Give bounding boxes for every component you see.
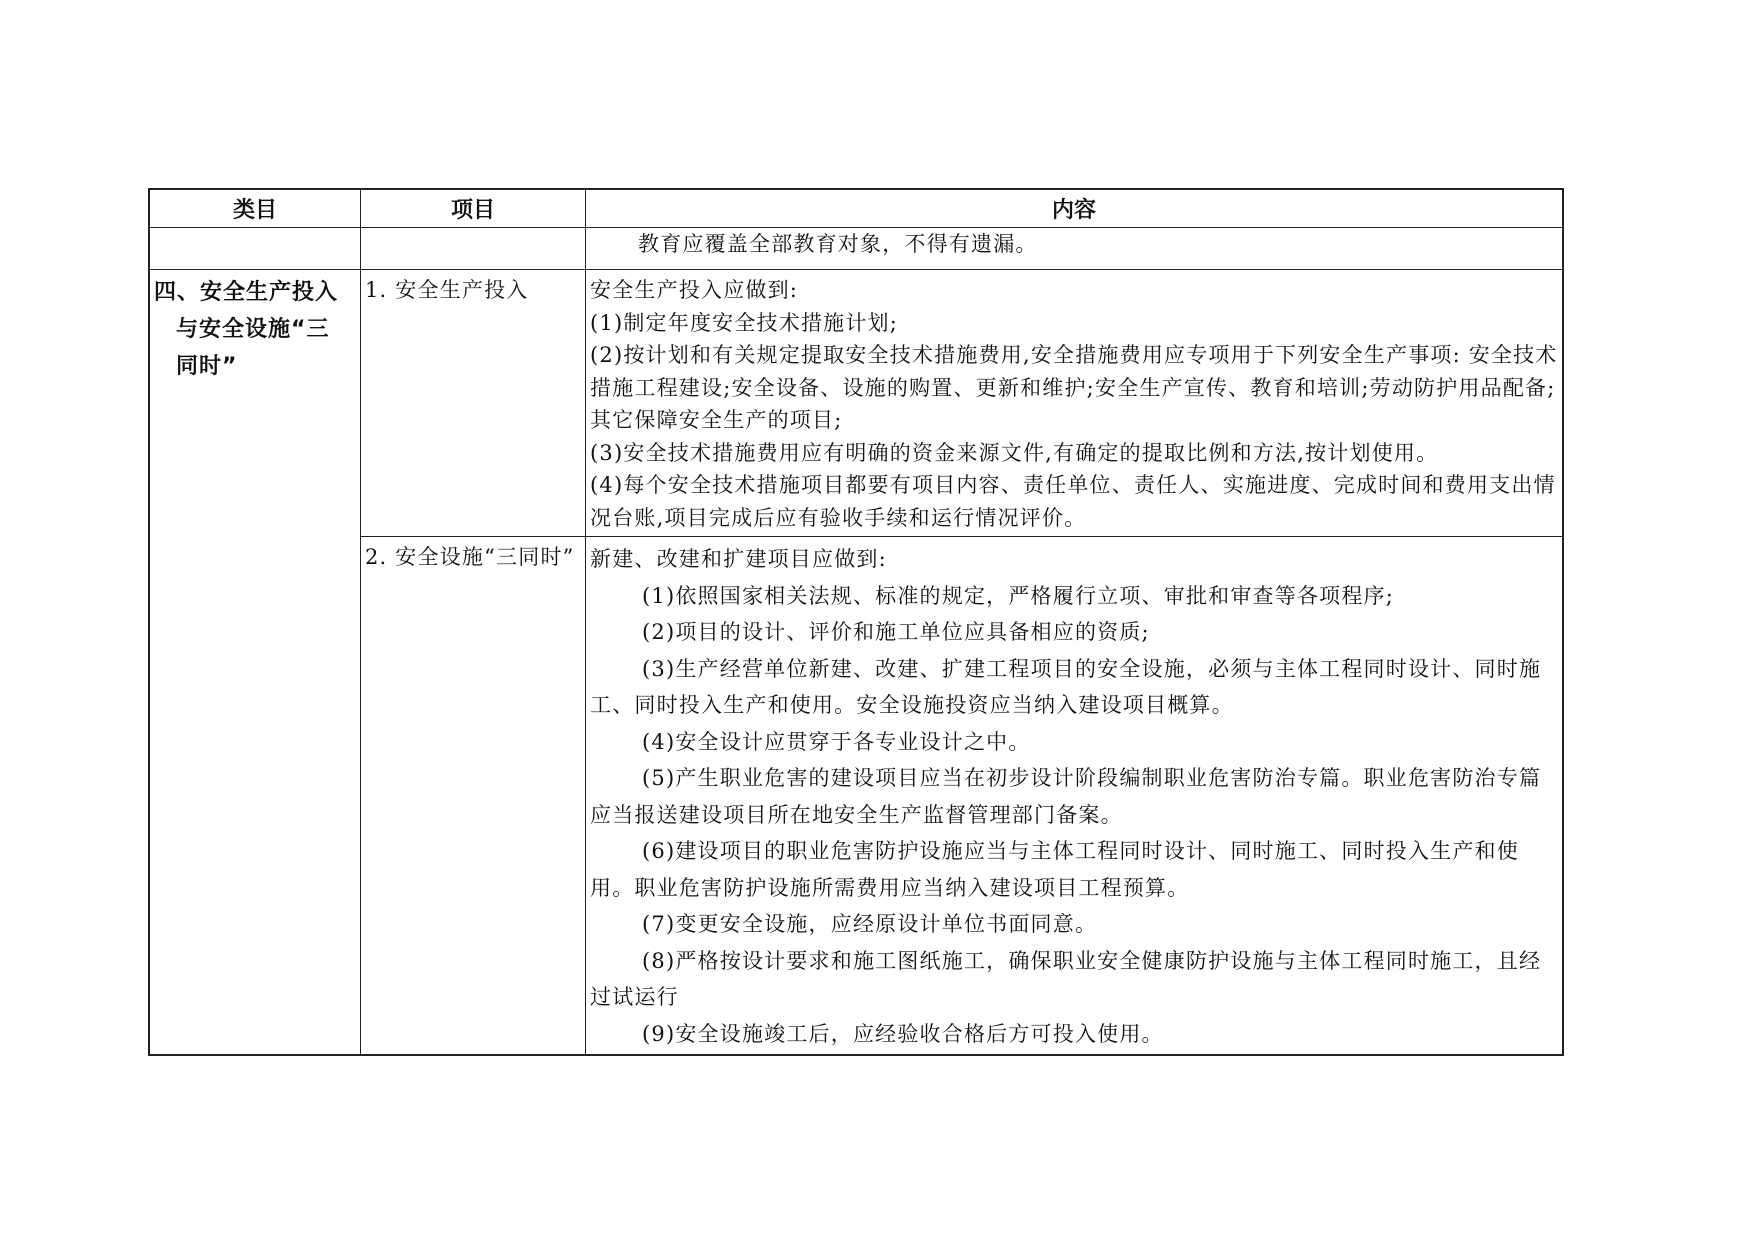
content-cell [586,228,1563,270]
content-paragraph: (6)建设项目的职业危害防护设施应当与主体工程同时设计、同时施工、同时投入生产和使用。职业危害防护设施所需费用应当纳入建设项目工程预算。 [590,839,1519,900]
content-paragraph: (4)安全设计应贯穿于各专业设计之中。 [642,729,1031,754]
content-cell [586,270,1563,537]
content-paragraph: (7)变更安全设施，应经原设计单位书面同意。 [642,912,1098,936]
content-paragraph: (2)按计划和有关规定提取安全技术措施费用,安全措施费用应专项用于下列安全生产事项: 安全技术措施工程建设;安全设备、设施的购置、更新和维护;安全生产宣传、教育和培训;劳动防护用品配备;其它保障安全生产的项目; [590,343,1558,432]
item-label: 1. 安全生产投入 [365,278,529,302]
empty-cell [361,228,586,270]
item-cell [361,270,586,537]
category-line-1: 四、安全生产投入 [154,280,339,305]
content-intro: 新建、改建和扩建项目应做到: [590,547,887,571]
header-content: 内容 [586,190,1563,228]
content-paragraph: (9)安全设施竣工后，应经验收合格后方可投入使用。 [642,1021,1164,1046]
continuation-text: 教育应覆盖全部教育对象，不得有遗漏。 [638,232,1038,256]
item-cell [361,537,586,1055]
header-item: 项目 [361,190,586,228]
content-block [586,537,1562,1054]
table-header-row [150,190,1563,228]
table-row [150,537,1563,1055]
content-paragraph: (1)制定年度安全技术措施计划; [590,310,899,335]
content-paragraph: (3)安全技术措施费用应有明确的资金来源文件,有确定的提取比例和方法,按计划使用。 [590,440,1439,465]
content-paragraph: (8)严格按设计要求和施工图纸施工，确保职业安全健康防护设施与主体工程同时施工，且经过试运行 [590,948,1542,1009]
content-paragraph: (3)生产经营单位新建、改建、扩建工程项目的安全设施，必须与主体工程同时设计、同时施工、同时投入生产和使用。安全设施投资应当纳入建设项目概算。 [590,656,1542,717]
table-row [150,228,1563,270]
item-label: 2. 安全设施“三同时” [365,545,575,569]
category-line-3: 同时” [176,354,238,379]
content-block [586,270,1562,536]
content-paragraph: (1)依照国家相关法规、标准的规定，严格履行立项、审批和审查等各项程序; [642,583,1395,608]
table-row [150,270,1563,537]
empty-cell [150,228,361,270]
content-intro: 安全生产投入应做到: [590,278,799,302]
content-paragraph: (4)每个安全技术措施项目都要有项目内容、责任单位、责任人、实施进度、完成时间和费用支出情况台账,项目完成后应有验收手续和运行情况评价。 [590,473,1556,530]
content-cell [586,537,1563,1055]
content-paragraph: (5)产生职业危害的建设项目应当在初步设计阶段编制职业危害防治专篇。职业危害防治专篇应当报送建设项目所在地安全生产监督管理部门备案。 [590,766,1542,827]
content-paragraph: (2)项目的设计、评价和施工单位应具备相应的资质; [642,620,1150,644]
header-category: 类目 [150,190,361,228]
category-line-2: 与安全设施“三 [176,317,330,342]
document-table [148,188,1564,1056]
category-cell [150,270,361,1055]
